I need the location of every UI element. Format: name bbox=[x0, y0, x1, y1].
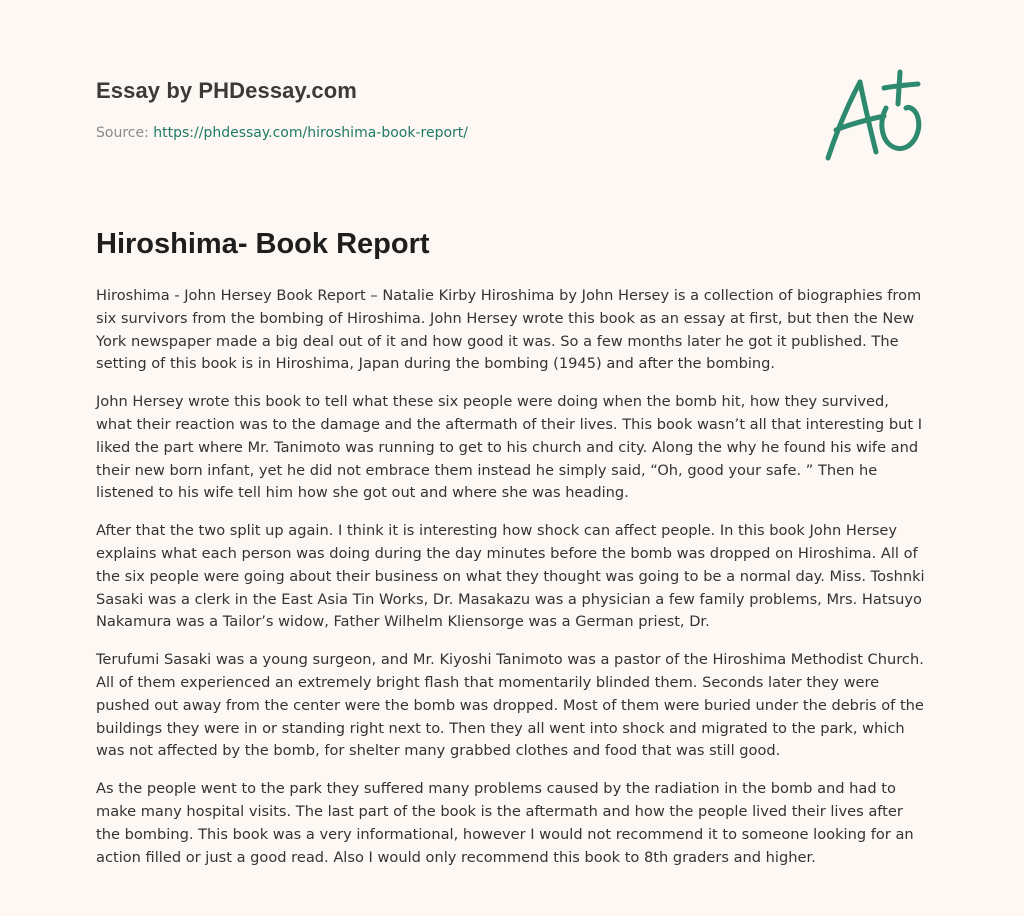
source-label: Source: bbox=[96, 125, 154, 141]
document-title: Hiroshima- Book Report bbox=[96, 228, 430, 260]
paragraph: As the people went to the park they suffered many problems caused by the radiation in the bomb and had to make many hospital visits. The last part of the book is the aftermath and how the people lived their lives after the bombing. This book was a very informational, however I would not recommend it to someone looking for an action filled or just a good read. Also I would only recommend this book to 8th graders and higher. bbox=[96, 780, 914, 866]
paragraph: John Hersey wrote this book to tell what these six people were doing when the bomb hit, how they survived, what their reaction was to the damage and the aftermath of their lives. This book wasn’t all that interesting but I liked the part where Mr. Tanimoto was running to get to his church and city. Along the why he found his wife and their new born infant, yet he did not embrace them instead he simply said, “Oh, good your safe. ” Then he listened to his wife tell him how she got out and where she was heading. bbox=[96, 393, 923, 502]
paragraph: Hiroshima - John Hersey Book Report – Natalie Kirby Hiroshima by John Hersey is a collection of biographies from six survivors from the bombing of Hiroshima. John Hersey wrote this book as an essay at first, but then the New York newspaper made a big deal out of it and how good it was. So a few months later he got it published. The setting of this book is in Hiroshima, Japan during the bombing (1945) and after the bombing. bbox=[96, 287, 922, 373]
paragraph: Terufumi Sasaki was a young surgeon, and Mr. Kiyoshi Tanimoto was a pastor of the Hiroshima Methodist Church. All of them experienced an extremely bright flash that momentarily blinded them. Seconds later they were pushed out away from the center were the bomb was dropped. Most of them were buried under the debris of the buildings they were in or standing right next to. Then they all went into shock and migrated to the park, which was not affected by the bomb, for shelter many grabbed clothes and food that was still good. bbox=[96, 651, 924, 760]
document-body bbox=[96, 285, 928, 884]
source-link[interactable]: https://phdessay.com/hiroshima-book-report/ bbox=[153, 125, 468, 141]
site-title: Essay by PHDessay.com bbox=[96, 78, 357, 103]
paragraph: After that the two split up again. I think it is interesting how shock can affect people. In this book John Hersey explains what each person was doing during the day minutes before the bomb was dropped on Hiroshima. All of the six people were going about their business on what they thought was going to be a normal day. Miss. Toshnki Sasaki was a clerk in the East Asia Tin Works, Dr. Masakazu was a physician a few family problems, Mrs. Hatsuyo Nakamura was a Tailor’s widow, Father Wilhelm Kliensorge was a German priest, Dr. bbox=[96, 522, 925, 631]
source-line bbox=[96, 124, 468, 142]
page-header bbox=[96, 78, 796, 141]
a-plus-grade-icon bbox=[822, 68, 926, 164]
